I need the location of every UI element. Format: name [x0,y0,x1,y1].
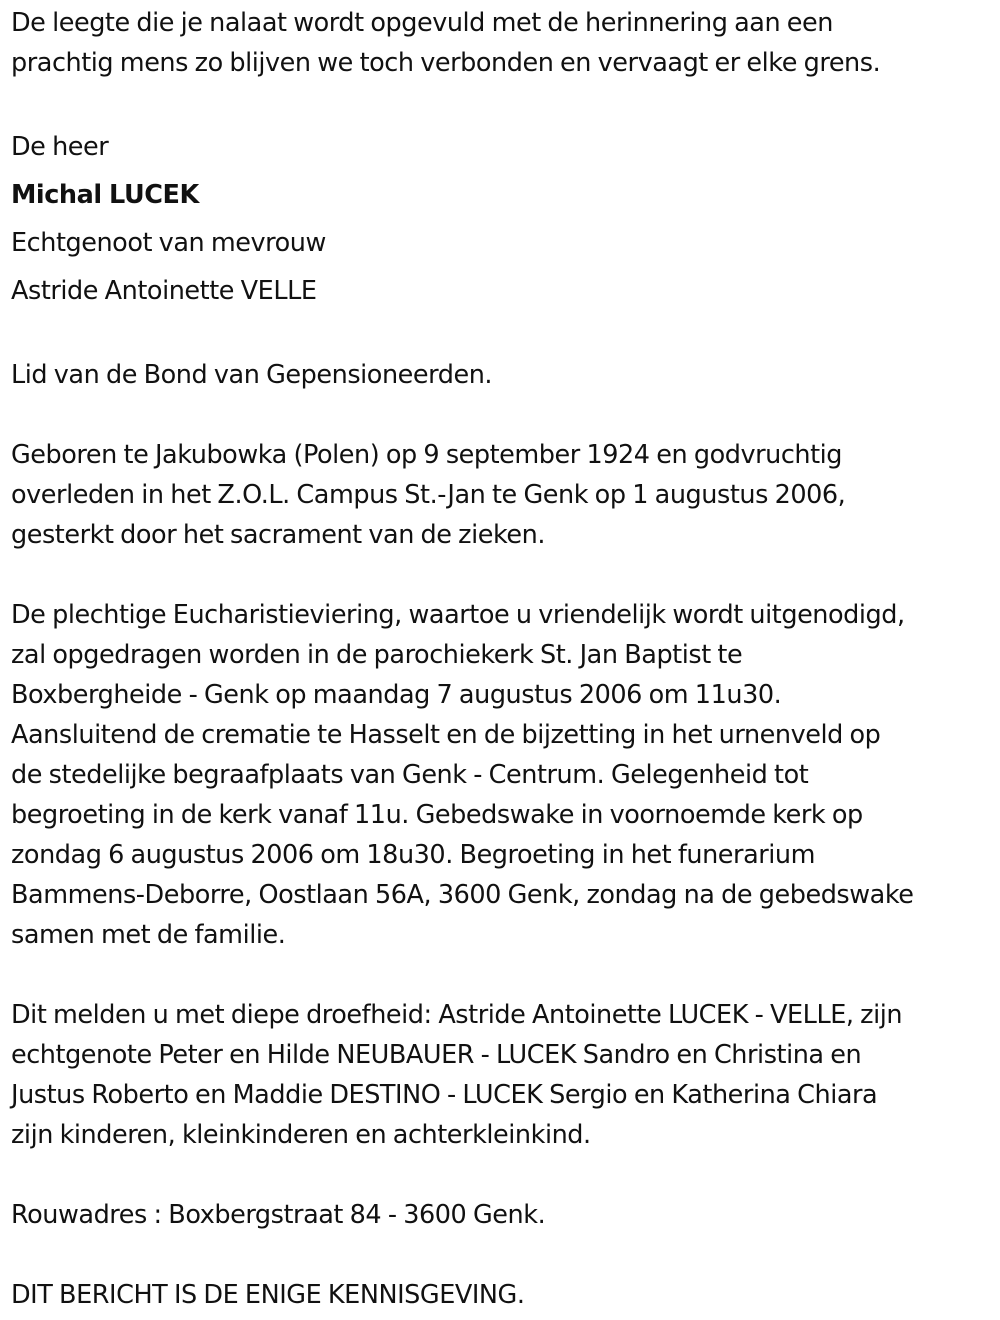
text-line: gesterkt door het sacrament van de zieken. [11,520,546,550]
family-paragraph [11,995,996,1155]
memorial-poem [11,3,996,83]
poem-line: prachtig mens zo blijven we toch verbonden en vervaagt er elke grens. [11,48,881,78]
spacer [11,1155,996,1195]
spacer [11,395,996,435]
text-line: overleden in het Z.O.L. Campus St.-Jan te Genk op 1 augustus 2006, [11,480,846,510]
membership [11,355,996,395]
spacer [11,955,996,995]
text-line: echtgenote Peter en Hilde NEUBAUER - LUCEK Sandro en Christina en [11,1040,862,1070]
text-line: zal opgedragen worden in de parochiekerk St. Jan Baptist te [11,640,743,670]
text-line: Dit melden u met diepe droefheid: Astride Antoinette LUCEK - VELLE, zijn [11,1000,903,1030]
text-line: Boxbergheide - Genk op maandag 7 augustus 2006 om 11u30. [11,680,782,710]
obituary-notice [11,3,996,1315]
closing-line: DIT BERICHT IS DE ENIGE KENNISGEVING. [11,1280,525,1310]
text-line: Justus Roberto en Maddie DESTINO - LUCEK Sergio en Katherina Chiara [11,1080,878,1110]
salutation: De heer [11,132,109,162]
deceased-block [11,123,996,315]
closing-statement [11,1275,996,1315]
spacer [11,315,996,355]
deceased-name: Michal LUCEK [11,180,199,210]
address-line: Rouwadres : Boxbergstraat 84 - 3600 Genk. [11,1200,546,1230]
ceremony-paragraph [11,595,996,955]
text-line: zondag 6 augustus 2006 om 18u30. Begroeting in het funerarium [11,840,816,870]
text-line: begroeting in de kerk vanaf 11u. Gebedswake in voornoemde kerk op [11,800,863,830]
spacer [11,1235,996,1275]
membership-line: Lid van de Bond van Gepensioneerden. [11,360,493,390]
text-line: Aansluitend de crematie te Hasselt en de bijzetting in het urnenveld op [11,720,881,750]
spouse-name: Astride Antoinette VELLE [11,276,317,306]
text-line: De plechtige Eucharistieviering, waartoe u vriendelijk wordt uitgenodigd, [11,600,905,630]
text-line: de stedelijke begraafplaats van Genk - Centrum. Gelegenheid tot [11,760,809,790]
spacer [11,83,996,123]
text-line: Geboren te Jakubowka (Polen) op 9 september 1924 en godvruchtig [11,440,843,470]
spouse-label: Echtgenoot van mevrouw [11,228,326,258]
text-line: samen met de familie. [11,920,286,950]
poem-line: De leegte die je nalaat wordt opgevuld met de herinnering aan een [11,8,833,38]
text-line: zijn kinderen, kleinkinderen en achterkleinkind. [11,1120,591,1150]
text-line: Bammens-Deborre, Oostlaan 56A, 3600 Genk, zondag na de gebedswake [11,880,914,910]
spacer [11,555,996,595]
mourning-address [11,1195,996,1235]
birth-death-paragraph [11,435,996,555]
